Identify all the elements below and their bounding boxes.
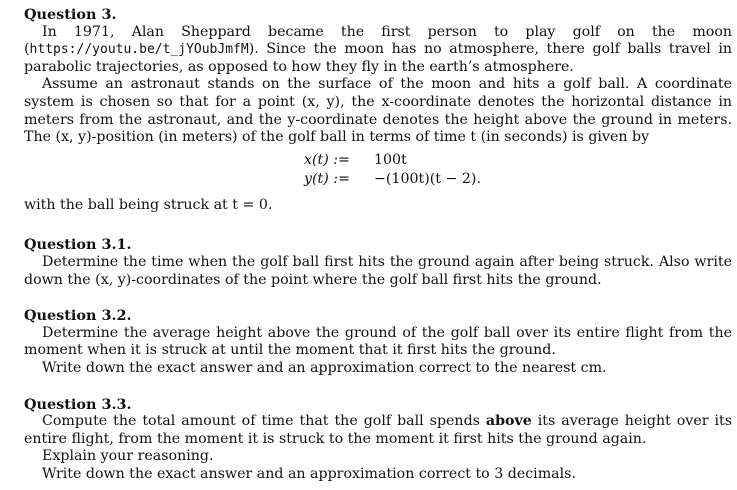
equation-y-rhs: −(100t)(t − 2). <box>374 170 481 187</box>
question-3-heading: Question 3. <box>24 6 117 23</box>
equation-block <box>304 151 732 189</box>
question-3-setup: Assume an astronaut stands on the surface of the moon and hits a golf ball. A coordinate system is chosen so that for a point (x, y), the x-coordinate denotes the horizontal distance in meters from the astronaut, and the y-coordinate denotes the height above the ground in meters. The (x, y)-position (in meters) of the golf ball in terms of time t (in seconds) is given by <box>24 76 732 146</box>
question-3-2-heading: Question 3.2. <box>24 307 132 325</box>
question-3-3-instruction: Write down the exact answer and an approximation correct to 3 decimals. <box>42 465 576 482</box>
equation-x-lhs: x(t) := <box>304 151 350 168</box>
question-3-intro <box>24 24 732 77</box>
intro-text: In 1971, Alan Sheppard became the first person to play golf on the moon ( <box>24 23 732 58</box>
question-3-2-instruction: Write down the exact answer and an approximation correct to the nearest cm. <box>42 359 607 376</box>
equation-x-rhs: 100t <box>374 151 407 168</box>
question-3-3-heading: Question 3.3. <box>24 395 132 413</box>
question-3-3-text <box>24 413 732 448</box>
question-3-3-explain: Explain your reasoning. <box>42 448 214 465</box>
document-page <box>24 6 732 483</box>
equation-x <box>304 151 732 170</box>
question-3-3-text-b: its average height over its entire flight, from the moment it is struck to the moment it first hits the ground again. <box>24 413 732 447</box>
video-link[interactable]: https://youtu.be/t_jYOubJmfM <box>29 42 249 58</box>
emphasis-above: above <box>485 413 532 430</box>
question-3-2-text: Determine the average height above the ground of the golf ball over its entire flight from the moment when it is struck at until the moment that it first hits the ground. <box>24 324 732 359</box>
equation-y-lhs: y(t) := <box>304 170 350 187</box>
question-3-1-heading: Question 3.1. <box>24 236 132 254</box>
intro-text-end: ). Since the moon has no atmosphere, there golf balls travel in parabolic trajectories, as opposed to how they fly in the earth’s atmosphere. <box>24 41 732 75</box>
question-3-1-text: Determine the time when the golf ball first hits the ground again after being struck. Also write down the (x, y)-coordinates of the point where the golf ball first hits the ground. <box>24 253 732 288</box>
question-3-closing: with the ball being struck at t = 0. <box>24 196 273 213</box>
question-3-3-text-a: Compute the total amount of time that the golf ball spends <box>42 413 486 430</box>
equation-y <box>304 170 732 189</box>
